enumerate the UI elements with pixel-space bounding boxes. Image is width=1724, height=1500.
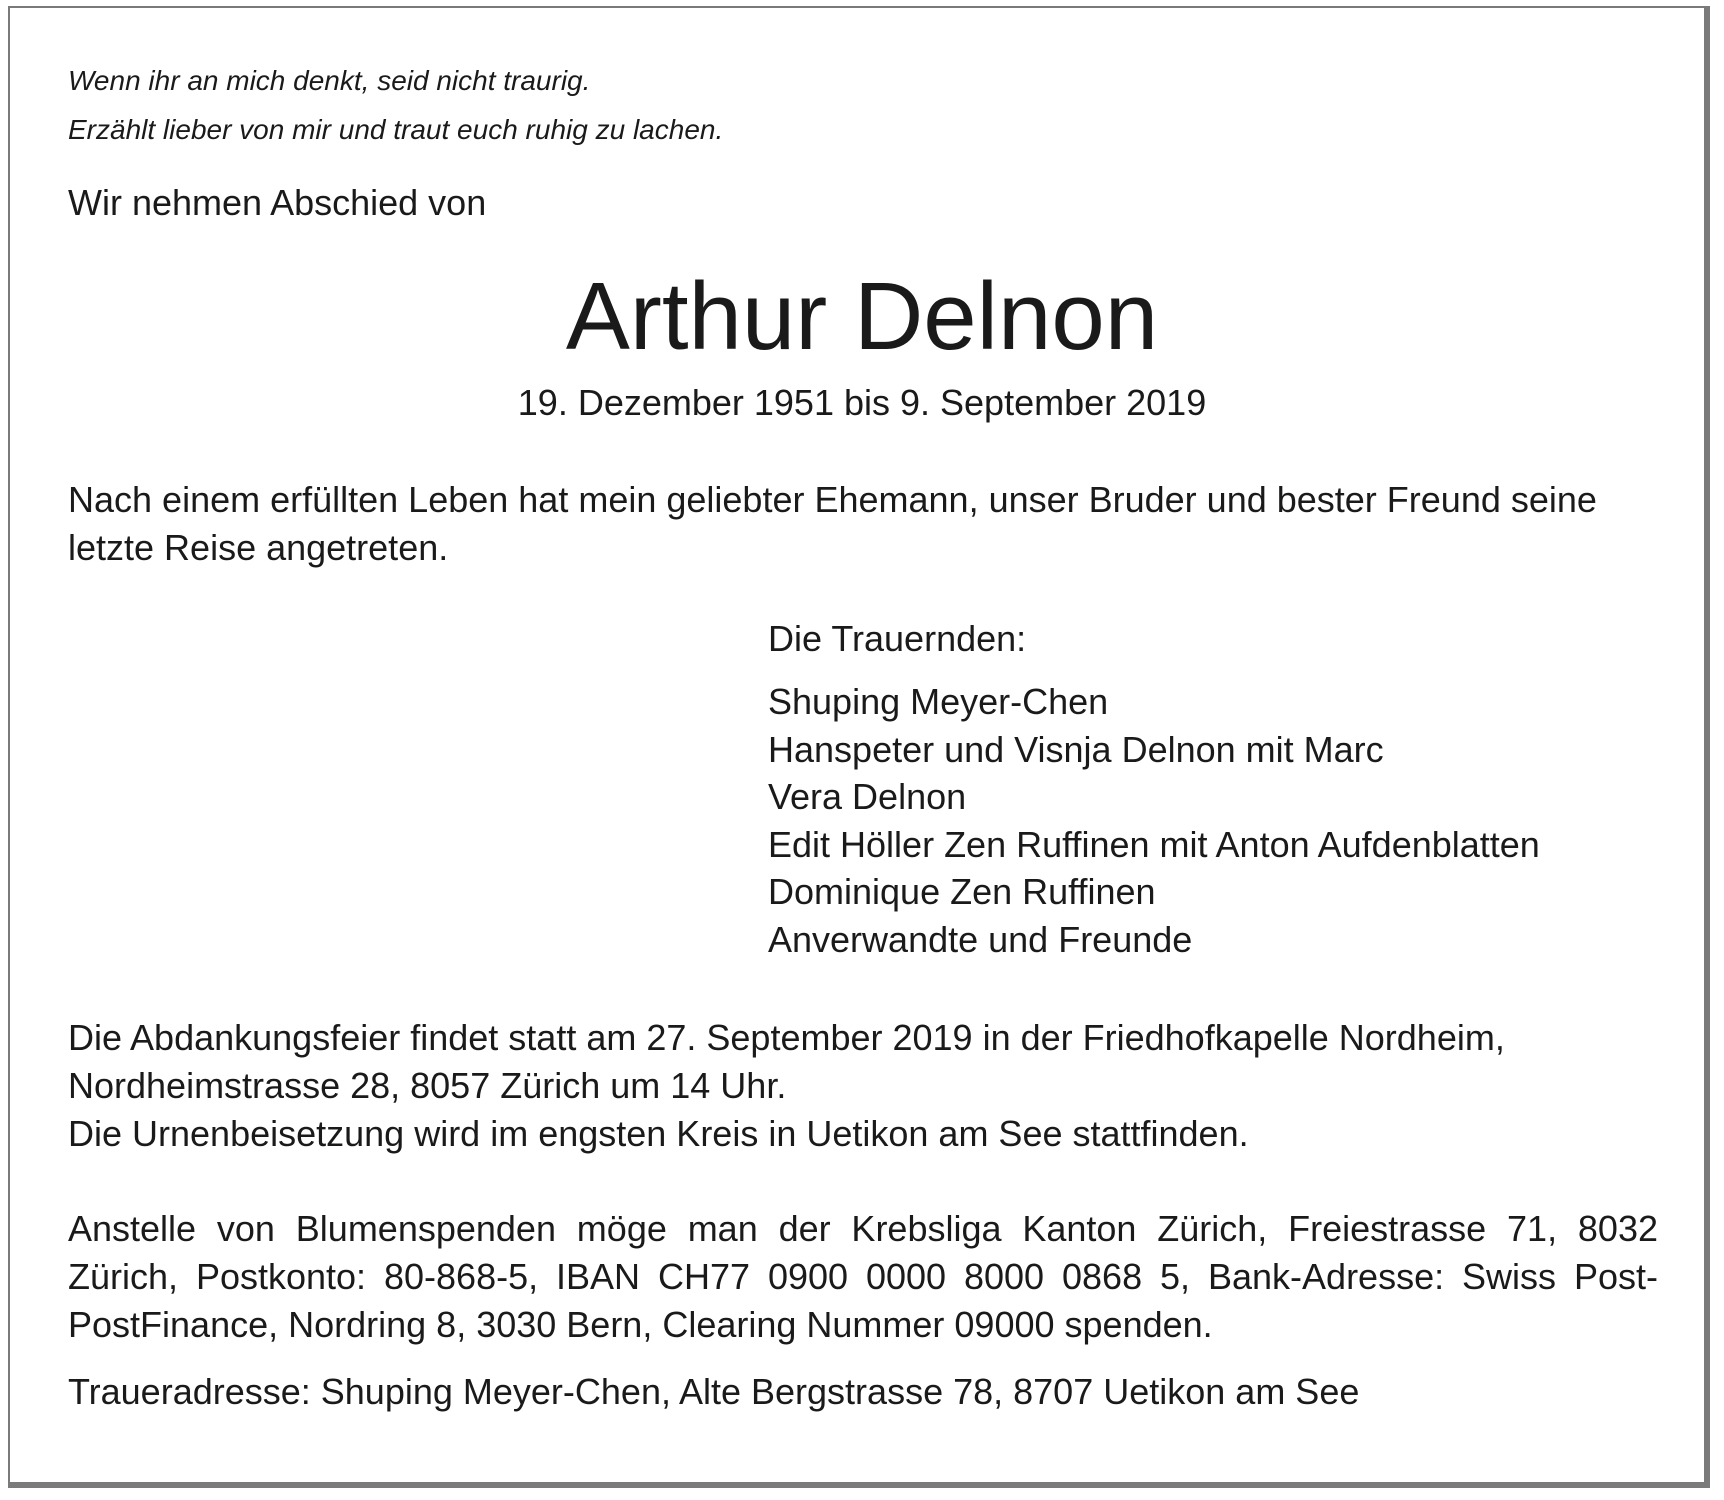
lead-paragraph: Nach einem erfüllten Leben hat mein geliebter Ehemann, unser Bruder und bester Freund seine letzte Reise angetreten. <box>68 479 1597 568</box>
ceremony-paragraph: Die Abdankungsfeier findet statt am 27. September 2019 in der Friedhofkapelle Nordheim, Nordheimstrasse 28, 8057 Zürich um 14 Uhr. <box>68 1017 1505 1106</box>
intro-text: Wir nehmen Abschied von <box>68 182 487 223</box>
mourner-item: Dominique Zen Ruffinen <box>768 871 1156 912</box>
mourner-item: Shuping Meyer-Chen <box>768 681 1109 722</box>
donation-paragraph: Anstelle von Blumenspenden möge man der Krebsliga Kanton Zürich, Freiestrasse 71, 8032 Zürich, Postkonto: 80-868-5, IBAN CH77 0900 0000 8000 0868 5, Bank-Adresse: Swiss Post-PostFinance, Nordring 8, 3030 Bern, Clearing Nummer 09000 spenden. <box>68 1208 1658 1345</box>
quote-line-1: Wenn ihr an mich denkt, seid nicht traurig. <box>68 65 591 96</box>
mourner-item: Hanspeter und Visnja Delnon mit Marc <box>768 728 1384 770</box>
urn-paragraph: Die Urnenbeisetzung wird im engsten Kreis in Uetikon am See stattfinden. <box>68 1113 1249 1154</box>
mourner-item: Vera Delnon <box>768 776 967 817</box>
mourner-item: Anverwandte und Freunde <box>768 918 1193 960</box>
deceased-name: Arthur Delnon <box>565 263 1159 370</box>
life-dates: 19. Dezember 1951 bis 9. September 2019 <box>517 382 1207 423</box>
mourners-list <box>768 678 1540 963</box>
mourner-item: Edit Höller Zen Ruffinen mit Anton Aufdenblatten <box>768 823 1540 865</box>
quote-line-2: Erzählt lieber von mir und traut euch ruhig zu lachen. <box>68 114 724 145</box>
mourning-address: Traueradresse: Shuping Meyer-Chen, Alte Bergstrasse 78, 8707 Uetikon am See <box>68 1371 1360 1412</box>
mourners-heading: Die Trauernden: <box>768 618 1027 659</box>
